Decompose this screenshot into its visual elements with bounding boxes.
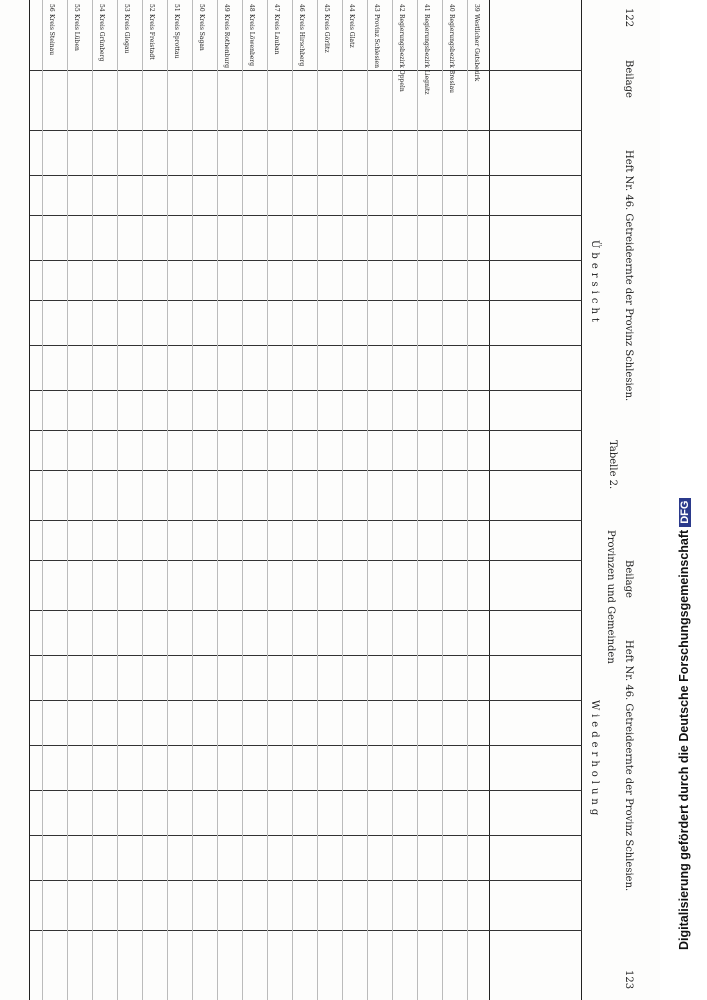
row-number: 48 <box>248 4 255 12</box>
right-page-number: 123 <box>623 970 634 990</box>
row-number: 49 <box>223 4 230 12</box>
row-name: Kreis Sprottau <box>173 14 180 59</box>
row-name: Regierungsbezirk Breslau <box>448 14 455 94</box>
row-rule <box>217 0 218 1000</box>
row-number: 47 <box>273 4 280 12</box>
column-rule <box>30 835 582 836</box>
rule-header-bottom <box>489 0 490 1000</box>
right-header-prefix: Beilage <box>623 560 634 598</box>
column-rule <box>30 300 582 301</box>
row-number: 40 <box>448 4 455 12</box>
column-rule <box>30 930 582 931</box>
row-name: Kreis Lüben <box>73 14 80 51</box>
row-number: 45 <box>323 4 330 12</box>
row-name: Westlicher Gutsbezirk <box>473 14 480 82</box>
row-name: Kreis Görlitz <box>323 14 330 53</box>
row-name: Kreis Freistadt <box>148 14 155 60</box>
row-name: Kreis Grünberg <box>98 14 105 62</box>
column-rule <box>30 790 582 791</box>
row-name: Kreis Löwenberg <box>248 14 255 67</box>
row-rule <box>442 0 443 1000</box>
row-name: Kreis Rothenburg <box>223 14 230 69</box>
row-rule <box>167 0 168 1000</box>
left-section-title: Übersicht <box>589 240 600 326</box>
row-rule <box>342 0 343 1000</box>
row-name: Kreis Steinau <box>48 14 55 56</box>
row-number: 55 <box>73 4 80 12</box>
row-rule <box>392 0 393 1000</box>
column-rule <box>30 390 582 391</box>
row-name: Regierungsbezirk Oppeln <box>398 14 405 92</box>
column-rule <box>30 70 582 71</box>
row-number: 56 <box>48 4 55 12</box>
left-header-prefix: Beilage <box>623 60 634 98</box>
column-rule <box>30 700 582 701</box>
row-rule <box>267 0 268 1000</box>
column-rule <box>30 745 582 746</box>
row-rule <box>367 0 368 1000</box>
row-number: 54 <box>98 4 105 12</box>
row-rule <box>117 0 118 1000</box>
row-number: 52 <box>148 4 155 12</box>
row-number: 41 <box>423 4 430 12</box>
dfg-notice <box>677 50 691 950</box>
column-rule <box>30 175 582 176</box>
column-rule <box>30 655 582 656</box>
row-number: 42 <box>398 4 405 12</box>
right-subtitle: Provinzen und Gemeinden <box>605 530 616 664</box>
column-rule <box>30 345 582 346</box>
row-number: 43 <box>373 4 380 12</box>
row-rule <box>92 0 93 1000</box>
row-rule <box>292 0 293 1000</box>
row-name: Kreis Glatz <box>348 14 355 48</box>
dfg-notice-text: Digitalisierung gefördert durch die Deutsche Forschungsgemeinschaft <box>677 529 691 950</box>
row-number: 50 <box>198 4 205 12</box>
row-number: 44 <box>348 4 355 12</box>
left-header: Heft Nr. 46. Getreideernte der Provinz Schlesien. <box>623 150 634 402</box>
row-rule <box>317 0 318 1000</box>
column-rule <box>30 880 582 881</box>
row-name: Kreis Sagan <box>198 14 205 51</box>
column-rule <box>30 215 582 216</box>
column-rule <box>30 520 582 521</box>
rule-top <box>581 0 582 1000</box>
row-rule <box>142 0 143 1000</box>
row-number: 53 <box>123 4 130 12</box>
row-rule <box>242 0 243 1000</box>
rule-bottom <box>29 0 30 1000</box>
left-page-number: 122 <box>623 8 634 28</box>
row-rule <box>42 0 43 1000</box>
column-rule <box>30 470 582 471</box>
left-table-title: Tabelle 2. <box>607 440 618 490</box>
row-name: Kreis Hirschberg <box>298 14 305 67</box>
row-rule <box>192 0 193 1000</box>
row-rule <box>67 0 68 1000</box>
right-section-title: Wiederholung <box>589 700 600 820</box>
right-header: Heft Nr. 46. Getreideernte der Provinz Schlesien. <box>623 640 634 892</box>
row-rule <box>417 0 418 1000</box>
row-number: 39 <box>473 4 480 12</box>
column-rule <box>30 260 582 261</box>
row-rule <box>467 0 468 1000</box>
row-name: Regierungsbezirk Liegnitz <box>423 14 430 95</box>
row-name: Provinz Schlesien <box>373 14 380 68</box>
row-number: 51 <box>173 4 180 12</box>
column-rule <box>30 130 582 131</box>
row-number: 46 <box>298 4 305 12</box>
column-rule <box>30 610 582 611</box>
row-name: Kreis Glogau <box>123 14 130 54</box>
dfg-logo: DFG <box>679 498 691 527</box>
column-rule <box>30 430 582 431</box>
row-name: Kreis Lauban <box>273 14 280 55</box>
column-rule <box>30 560 582 561</box>
